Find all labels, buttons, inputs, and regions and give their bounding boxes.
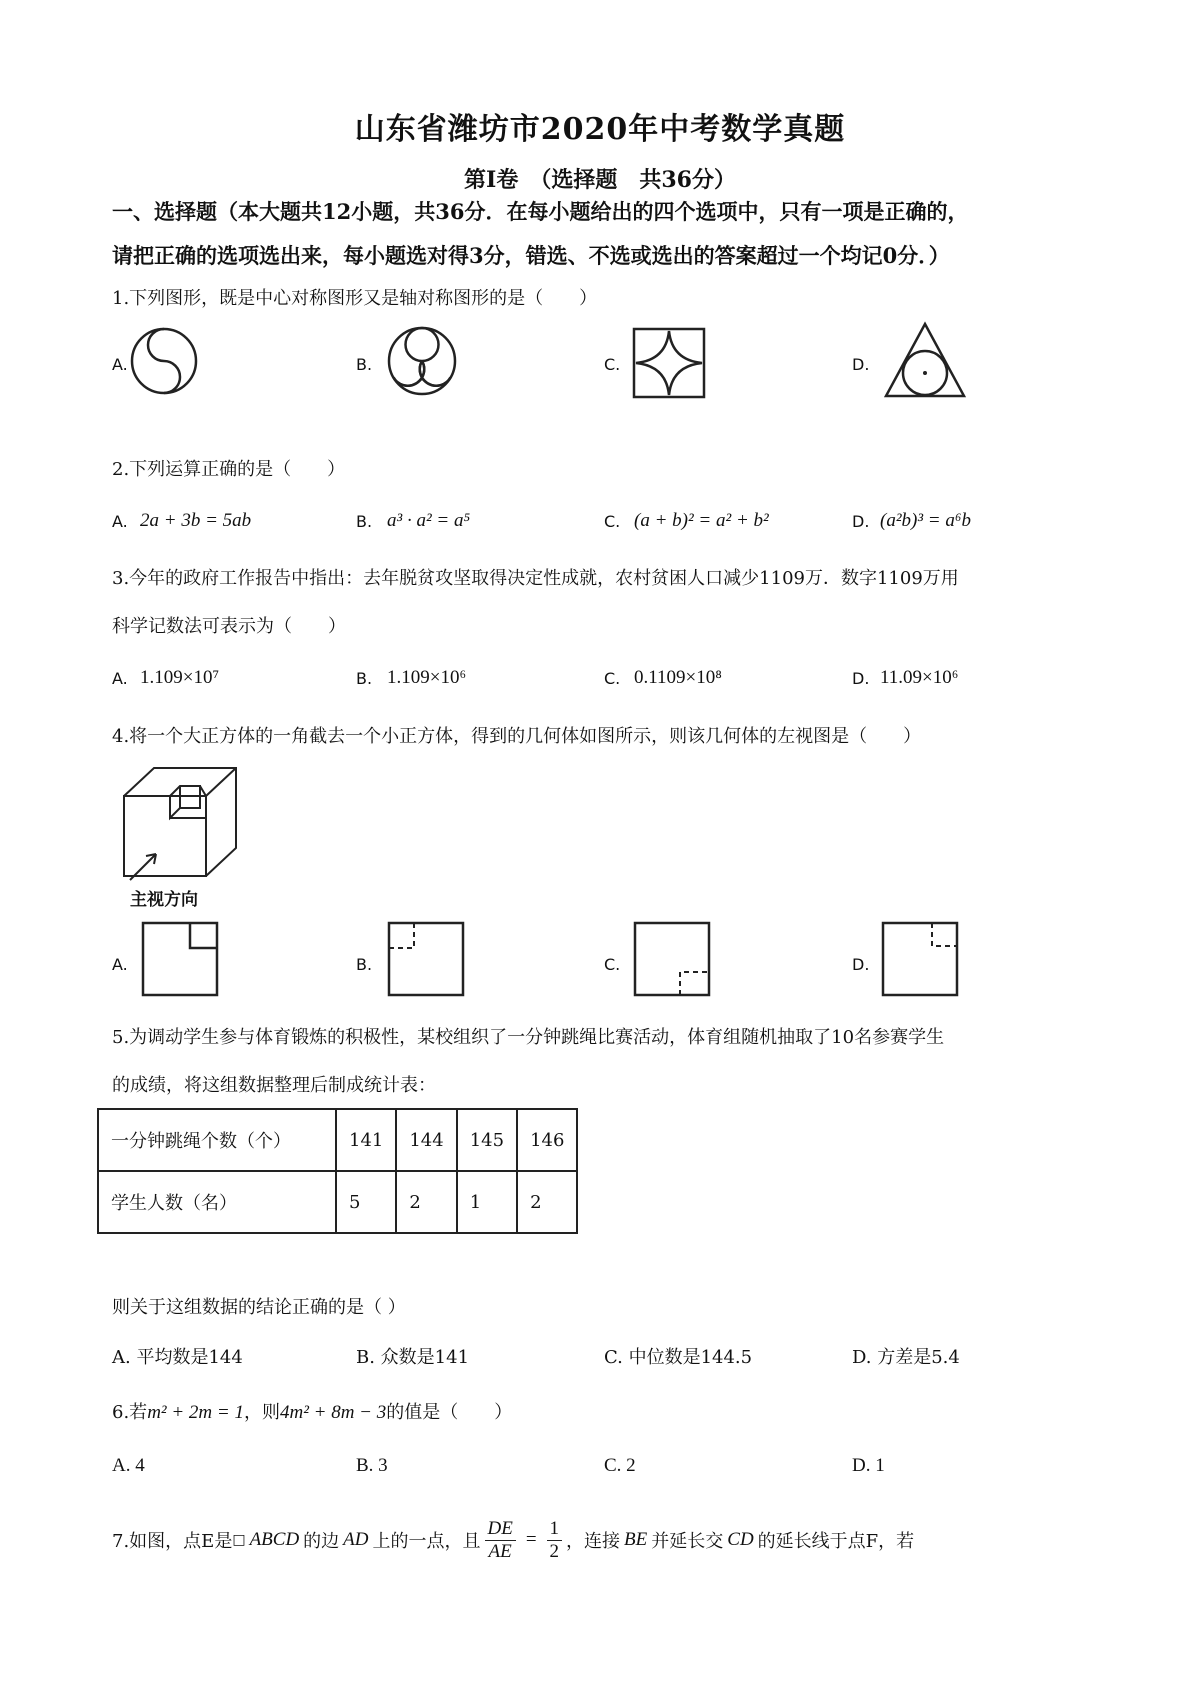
q2-option-d: (a²b)³ = a⁶b [880, 510, 971, 531]
question-5-prompt: 则关于这组数据的结论正确的是（ ） [112, 1297, 406, 1318]
q7-math-abcd: ABCD [249, 1529, 300, 1550]
table-row [98, 1171, 577, 1233]
q3-option-c-label: C. [604, 669, 621, 688]
table-cell: 一分钟跳绳个数（个） [98, 1109, 336, 1171]
q1-figure-b-three-arcs [385, 324, 459, 398]
table-row [98, 1109, 577, 1171]
page-subtitle: 第Ⅰ卷 （选择题 共36分） [464, 167, 736, 193]
q4-option-d-label: D. [852, 955, 870, 974]
q6-option-c: C. 2 [604, 1455, 636, 1476]
q5-option-a: A. 平均数是144 [112, 1347, 243, 1368]
q7-math-cd: CD [727, 1529, 754, 1550]
q4-figure-c-dashed-bottom-right [632, 920, 712, 998]
q3-option-a-label: A. [112, 669, 128, 688]
q3-option-d: 11.09×10⁶ [880, 667, 959, 688]
q6-condition: m² + 2m = 1 [147, 1402, 244, 1423]
q1-option-c-label: C. [604, 355, 621, 374]
question-5-line2: 的成绩，将这组数据整理后制成统计表： [112, 1075, 436, 1096]
q2-option-b: a³ · a² = a⁵ [387, 510, 471, 531]
q7-fraction-de-ae [485, 1518, 516, 1563]
q5-option-b: B. 众数是141 [356, 1347, 470, 1368]
q1-option-d-label: D. [852, 355, 870, 374]
q3-option-b-label: B. [356, 669, 373, 688]
q7-text-5: 并延长交 [651, 1531, 724, 1552]
q6-suffix: 的值是（ ） [386, 1402, 513, 1423]
table-cell: 2 [517, 1171, 577, 1233]
q4-figure-caption: 主视方向 [130, 890, 198, 910]
q7-half-denominator: 2 [549, 1540, 560, 1562]
section-heading-line2: 请把正确的选项选出来，每小题选对得3分，错选、不选或选出的答案超过一个均记0分．） [112, 243, 950, 268]
q2-option-c: (a + b)² = a² + b² [634, 510, 769, 531]
q2-option-b-label: B. [356, 512, 373, 531]
table-cell: 1 [457, 1171, 517, 1233]
q7-equals: = [525, 1529, 537, 1550]
q5-option-c: C. 中位数是144.5 [604, 1347, 753, 1368]
q3-option-a: 1.109×10⁷ [140, 667, 220, 688]
q1-option-b-label: B. [356, 355, 373, 374]
question-3-line1: 3.今年的政府工作报告中指出：去年脱贫攻坚取得决定性成就，农村贫困人口减少1109万．数字1109万用 [112, 568, 959, 589]
q2-option-a-label: A. [112, 512, 128, 531]
question-5-line1: 5.为调动学生参与体育锻炼的积极性，某校组织了一分钟跳绳比赛活动，体育组随机抽取了10名参赛学生 [112, 1027, 945, 1048]
q7-text-2: 的边 [303, 1531, 340, 1552]
q3-option-b: 1.109×10⁶ [387, 667, 467, 688]
table-cell: 2 [396, 1171, 456, 1233]
table-cell: 141 [336, 1109, 396, 1171]
q6-middle: ，则 [243, 1402, 280, 1423]
table-cell: 145 [457, 1109, 517, 1171]
q5-option-d: D. 方差是5.4 [852, 1347, 960, 1368]
table-cell: 5 [336, 1171, 396, 1233]
q2-option-c-label: C. [604, 512, 621, 531]
question-2: 2.下列运算正确的是（ ） [112, 459, 346, 480]
question-6 [112, 1398, 512, 1424]
q1-figure-a-yin-yang [128, 325, 200, 397]
q5-stats-table [97, 1108, 578, 1234]
q6-expression: 4m² + 8m − 3 [279, 1402, 387, 1423]
q4-figure-d-dashed-top-right [880, 920, 960, 998]
section-heading-line1: 一、选择题（本大题共12小题，共36分．在每小题给出的四个选项中，只有一项是正确的， [112, 199, 969, 224]
question-1: 1.下列图形，既是中心对称图形又是轴对称图形的是（ ） [112, 288, 598, 309]
q7-text-1: 7.如图，点E是 [112, 1531, 233, 1552]
q3-option-c: 0.1109×10⁸ [634, 667, 722, 688]
q4-option-b-label: B. [356, 955, 373, 974]
q7-text-4: ，连接 [566, 1531, 621, 1552]
q6-option-b: B. 3 [356, 1455, 388, 1476]
q7-half-numerator: 1 [547, 1518, 563, 1541]
q4-option-a-label: A. [112, 955, 128, 974]
q4-option-c-label: C. [604, 955, 621, 974]
q4-figure-b-dashed-top-left [386, 920, 466, 998]
q7-math-be: BE [624, 1529, 648, 1550]
q7-fraction-numerator: DE [485, 1518, 516, 1541]
q1-option-a-label: A. [112, 355, 128, 374]
question-7 [112, 1512, 914, 1568]
question-4: 4.将一个大正方体的一角截去一个小正方体，得到的几何体如图所示，则该几何体的左视图是（ ） [112, 726, 922, 747]
q7-fraction-one-half [547, 1518, 563, 1563]
q7-parallelogram-symbol: □ [232, 1532, 246, 1548]
q7-fraction-denominator: AE [488, 1540, 512, 1562]
q7-text-6: 的延长线于点F，若 [757, 1531, 915, 1552]
table-cell: 146 [517, 1109, 577, 1171]
q4-figure-a-corner-solid [140, 920, 220, 998]
q1-figure-c-square-star [631, 326, 707, 400]
q2-option-d-label: D. [852, 512, 870, 531]
q1-figure-d-triangle-circle [882, 318, 968, 402]
question-3-line2: 科学记数法可表示为（ ） [112, 616, 346, 637]
q6-option-a: A. 4 [112, 1455, 145, 1476]
q2-option-a: 2a + 3b = 5ab [140, 510, 252, 531]
page-title: 山东省潍坊市2020年中考数学真题 [354, 112, 846, 147]
q7-text-3: 上的一点，且 [372, 1531, 481, 1552]
table-cell: 学生人数（名） [98, 1171, 336, 1233]
q4-cube-figure [118, 762, 242, 884]
table-cell: 144 [396, 1109, 456, 1171]
q6-option-d: D. 1 [852, 1455, 885, 1476]
q3-option-d-label: D. [852, 669, 870, 688]
q7-math-ad: AD [343, 1529, 369, 1550]
q6-prefix: 6.若 [112, 1402, 148, 1423]
